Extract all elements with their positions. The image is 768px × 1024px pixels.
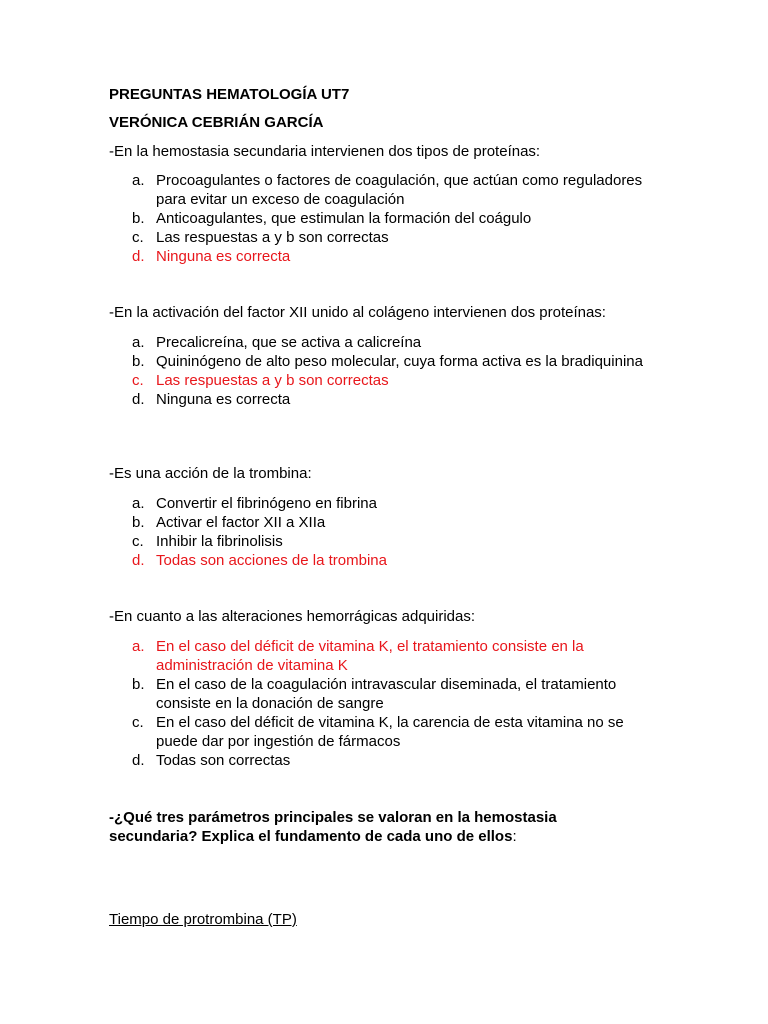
question-1-options — [109, 171, 669, 266]
option-letter: a. — [132, 334, 145, 351]
option-text: Procoagulantes o factores de coagulación, que actúan como reguladores para evitar un exceso de coagulación — [156, 172, 643, 208]
question-1-option-c — [109, 228, 669, 247]
open-question-colon: : — [512, 828, 517, 845]
question-1-option-d-correct — [109, 247, 669, 266]
question-1: -En la hemostasia secundaria intervienen dos tipos de proteínas: — [109, 143, 541, 160]
option-letter: b. — [132, 353, 145, 370]
option-letter: c. — [132, 533, 144, 550]
option-letter: d. — [132, 391, 145, 408]
question-1-option-a — [109, 171, 669, 209]
option-text: Ninguna es correcta — [156, 391, 291, 408]
question-3-option-b — [109, 513, 669, 532]
option-letter: c. — [132, 714, 144, 731]
option-letter: d. — [132, 248, 145, 265]
option-letter: a. — [132, 638, 145, 655]
open-question — [109, 808, 629, 846]
question-4-option-c — [109, 713, 669, 751]
question-2-option-d — [109, 390, 669, 409]
document-author: VERÓNICA CEBRIÁN GARCÍA — [109, 114, 324, 131]
question-2-option-a — [109, 333, 669, 352]
option-letter: b. — [132, 514, 145, 531]
option-text: Convertir el fibrinógeno en fibrina — [156, 495, 377, 512]
option-letter: a. — [132, 495, 145, 512]
document-title: PREGUNTAS HEMATOLOGÍA UT7 — [109, 86, 350, 103]
question-4: -En cuanto a las alteraciones hemorrágicas adquiridas: — [109, 608, 476, 625]
option-text: Las respuestas a y b son correctas — [156, 229, 389, 246]
option-text: En el caso del déficit de vitamina K, la carencia de esta vitamina no se puede dar por ingestión de fármacos — [156, 714, 624, 750]
question-3-option-d-correct — [109, 551, 669, 570]
option-text: Ninguna es correcta — [156, 248, 291, 265]
question-3: -Es una acción de la trombina: — [109, 465, 312, 482]
option-text: Las respuestas a y b son correctas — [156, 372, 389, 389]
option-text: Anticoagulantes, que estimulan la formación del coágulo — [156, 210, 532, 227]
option-text: Precalicreína, que se activa a calicreína — [156, 334, 422, 351]
option-letter: a. — [132, 172, 145, 189]
option-letter: b. — [132, 676, 145, 693]
option-text: Activar el factor XII a XIIa — [156, 514, 326, 531]
question-3-option-c — [109, 532, 669, 551]
question-4-option-d — [109, 751, 669, 770]
section-heading-tp: Tiempo de protrombina (TP) — [109, 911, 297, 928]
open-question-text: -¿Qué tres parámetros principales se valoran en la hemostasia secundaria? Explica el fundamento de cada uno de ellos — [109, 809, 557, 845]
question-2-option-b — [109, 352, 669, 371]
question-2-options — [109, 333, 669, 409]
option-text: Inhibir la fibrinolisis — [156, 533, 283, 550]
question-2-option-c-correct — [109, 371, 669, 390]
option-text: Quininógeno de alto peso molecular, cuya forma activa es la bradiquinina — [156, 353, 643, 370]
question-1-option-b — [109, 209, 669, 228]
question-4-option-b — [109, 675, 669, 713]
option-text: Todas son correctas — [156, 752, 291, 769]
option-text: Todas son acciones de la trombina — [156, 552, 387, 569]
question-3-options — [109, 494, 669, 570]
option-letter: d. — [132, 752, 145, 769]
option-letter: c. — [132, 229, 144, 246]
question-4-options — [109, 637, 669, 770]
question-2: -En la activación del factor XII unido al colágeno intervienen dos proteínas: — [109, 304, 606, 321]
option-text: En el caso de la coagulación intravascular diseminada, el tratamiento consiste en la donación de sangre — [156, 676, 617, 712]
option-letter: d. — [132, 552, 145, 569]
option-letter: c. — [132, 372, 144, 389]
option-letter: b. — [132, 210, 145, 227]
question-3-option-a — [109, 494, 669, 513]
option-text: En el caso del déficit de vitamina K, el tratamiento consiste en la administración de vitamina K — [156, 638, 584, 674]
question-4-option-a-correct — [109, 637, 669, 675]
